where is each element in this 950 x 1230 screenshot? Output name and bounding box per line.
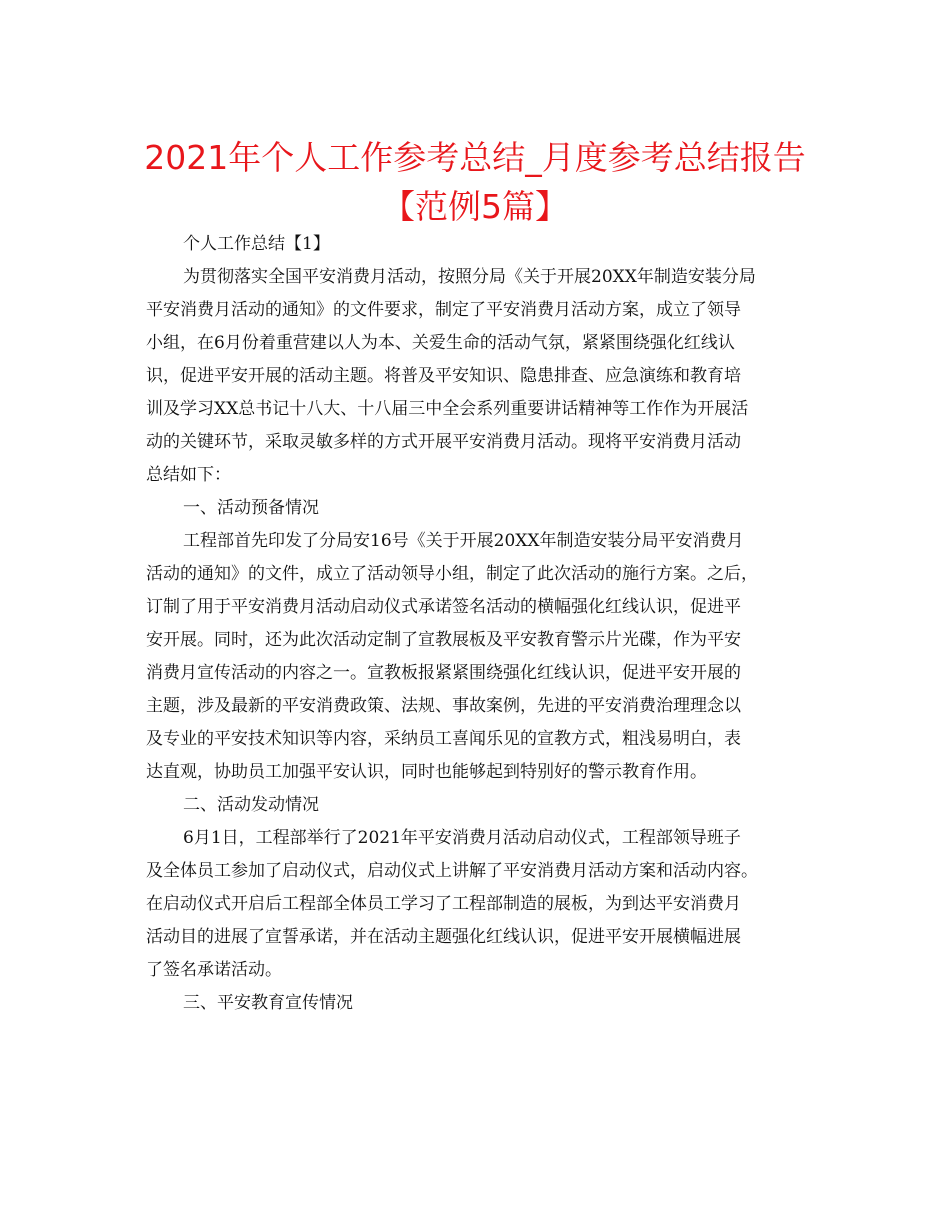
body-line: 为贯彻落实全国平安消费月活动，按照分局《关于开展20XX年制造安装分局 (183, 267, 756, 287)
body-line: 一、活动预备情况 (183, 498, 319, 518)
body-line: 工程部首先印发了分局安16号《关于开展20XX年制造安装分局平安消费月 (183, 531, 744, 551)
body-line: 在启动仪式开启后工程部全体员工学习了工程部制造的展板，为到达平安消费月 (146, 894, 741, 914)
document-title-line-1: 2021年个人工作参考总结_月度参考总结报告 (144, 138, 806, 177)
body-line: 平安消费月活动的通知》的文件要求，制定了平安消费月活动方案，成立了领导 (146, 300, 741, 320)
body-line: 及全体员工参加了启动仪式，启动仪式上讲解了平安消费月活动方案和活动内容。 (146, 861, 758, 881)
body-line: 二、活动发动情况 (183, 795, 319, 815)
body-line: 识，促进平安开展的活动主题。将普及平安知识、隐患排查、应急演练和教育培 (146, 366, 741, 386)
body-line: 三、平安教育宣传情况 (183, 993, 353, 1013)
body-line: 订制了用于平安消费月活动启动仪式承诺签名活动的横幅强化红线认识，促进平 (146, 597, 741, 617)
body-line: 个人工作总结【1】 (183, 234, 330, 254)
body-line: 总结如下： (146, 465, 231, 485)
body-line: 了签名承诺活动。 (146, 960, 282, 980)
body-line: 消费月宣传活动的内容之一。宣教板报紧紧围绕强化红线认识，促进平安开展的 (146, 663, 741, 683)
body-line: 及专业的平安技术知识等内容，采纳员工喜闻乐见的宣教方式，粗浅易明白，表 (146, 729, 741, 749)
body-line: 安开展。同时，还为此次活动定制了宣教展板及平安教育警示片光碟，作为平安 (146, 630, 741, 650)
body-line: 动的关键环节，采取灵敏多样的方式开展平安消费月活动。现将平安消费月活动 (146, 432, 741, 452)
document-body (146, 228, 806, 1020)
body-line: 训及学习XX总书记十八大、十八届三中全会系列重要讲话精神等工作作为开展活 (146, 399, 749, 419)
document-title-line-2: 【范例5篇】 (382, 187, 568, 226)
body-line: 主题，涉及最新的平安消费政策、法规、事故案例，先进的平安消费治理理念以 (146, 696, 741, 716)
body-line: 达直观，协助员工加强平安认识，同时也能够起到特别好的警示教育作用。 (146, 762, 707, 782)
body-line: 6月1日，工程部举行了2021年平安消费月活动启动仪式，工程部领导班子 (183, 828, 741, 848)
body-line: 小组，在6月份着重营建以人为本、关爱生命的活动气氛，紧紧围绕强化红线认 (146, 333, 735, 353)
body-line: 活动目的进展了宣誓承诺，并在活动主题强化红线认识，促进平安开展横幅进展 (146, 927, 741, 947)
body-line: 活动的通知》的文件，成立了活动领导小组，制定了此次活动的施行方案。之后， (146, 564, 758, 584)
